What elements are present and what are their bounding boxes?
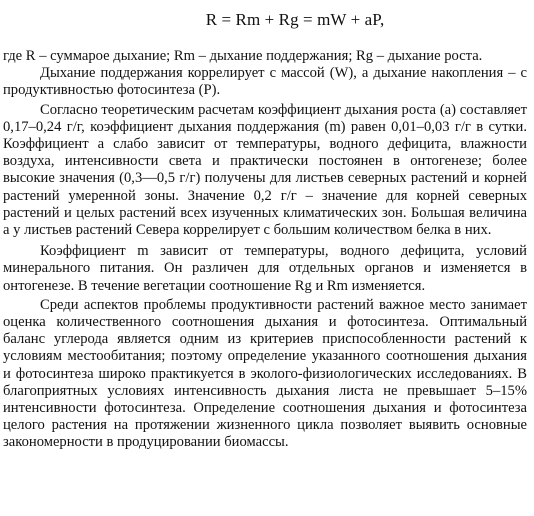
document-page xyxy=(3,10,527,452)
paragraph-growth-coefficient: Согласно теоретическим расчетам коэффициент дыхания роста (a) составляет 0,17–0,24 г/г, коэффициент дыхания поддержания (m) равен 0,01–0,03 г/г в сутки. Коэффициент a слабо зависит от температуры, водного дефицита, влажности воздуха, интенсивности света и практически постоянен в онтогенезе; более высокие значения (0,3—0,5 г/г) получены для листьев северных растений и корней растений умеренной зоны. Значение 0,2 г/г – значение для корней северных растений и целых растений всех изученных климатических зон. Большая величина a у листьев растений Севера коррелирует с большим количеством белка в них. xyxy=(3,101,527,239)
paragraph-maintenance-respiration: Дыхание поддержания коррелирует с массой (W), а дыхание накопления – с продуктивностью фотосинтеза (P). xyxy=(3,65,527,99)
formula-legend: где R – суммарое дыхание; Rm – дыхание поддержания; Rg – дыхание роста. xyxy=(3,48,483,64)
paragraph-coefficient-m: Коэффициент m зависит от температуры, водного дефицита, условий минерального питания. Он различен для отдельных органов и изменяется в онтогенезе. В течение вегетации соотношение Rg и Rm изменяется. xyxy=(3,243,527,294)
paragraph-productivity-balance: Среди аспектов проблемы продуктивности растений важное место занимает оценка количественного соотношения дыхания и фотосинтеза. Оптимальный баланс углерода является одним из критериев приспособленности растений к условиям местообитания; поэтому определение указанного соотношения дыхания и фотосинтеза широко практикуется в эколого-физиологических исследованиях. В благоприятных условиях интенсивность дыхания листа не превышает 5–15% интенсивности фотосинтеза. Определение соотношения дыхания и фотосинтеза целого растения на протяжении жизненного цикла позволяет выявить основные закономерности в продуцировании биомассы. xyxy=(3,296,527,451)
respiration-formula: R = Rm + Rg = mW + aP, xyxy=(205,10,385,29)
